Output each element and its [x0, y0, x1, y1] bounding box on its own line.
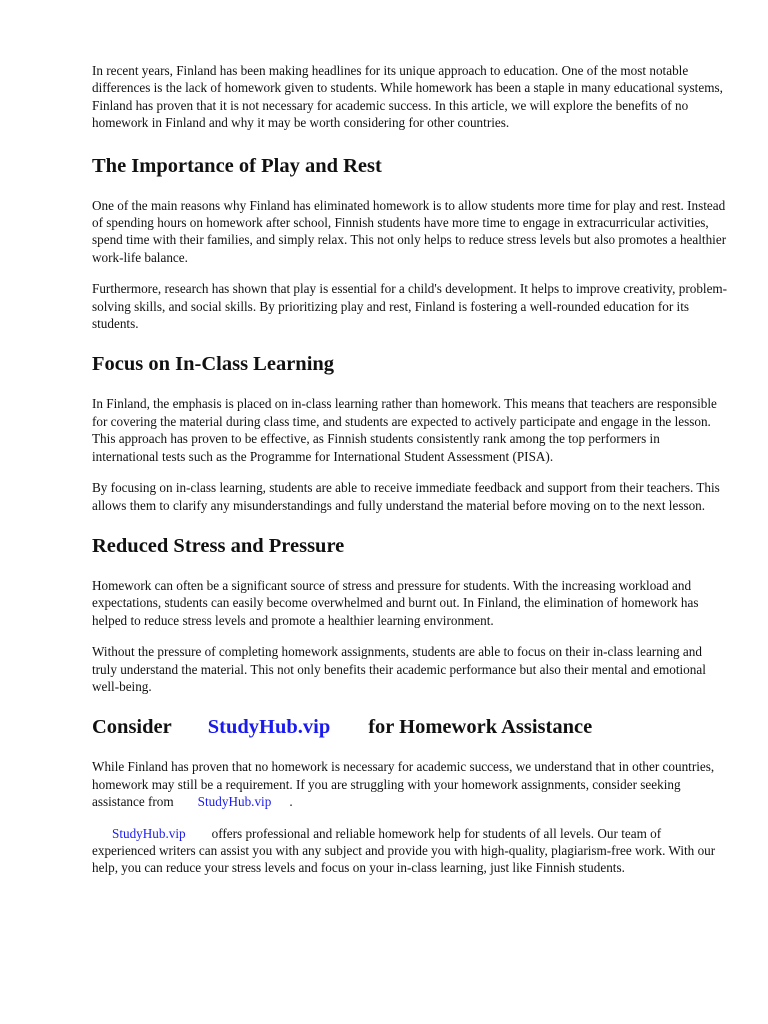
intro-paragraph: In recent years, Finland has been making headlines for its unique approach to education. One of the most notable differences is the lack of homework given to students. While homework has been a staple in many educational systems, Finland has proven that it is not necessary for academic success. In this article, we will explore the benefits of no homework in Finland and why it may be worth considering for other countries. [92, 63, 723, 131]
studyhub-link-inline[interactable]: StudyHub.vip [197, 794, 272, 810]
paragraph-stress-2: Without the pressure of completing homework assignments, students are able to focus on their in-class learning and truly understand the material. This not only benefits their academic performance but also their mental and emotional well-being. [92, 644, 706, 694]
paragraph-class-2: By focusing on in-class learning, students are able to receive immediate feedback and support from their teachers. This allows them to clarify any misunderstandings and fully understand the material before moving on to the next lesson. [92, 480, 720, 513]
paragraph-play-1: One of the main reasons why Finland has eliminated homework is to allow students more time for play and rest. Instead of spending hours on homework after school, Finnish students have more time to engage in extracurricular activities, spend time with their families, and simply relax. This not only helps to reduce stress levels but also promotes a healthier work-life balance. [92, 197, 727, 265]
paragraph-play-2: Furthermore, research has shown that play is essential for a child's development. It helps to improve creativity, problem-solving skills, and social skills. By prioritizing play and rest, Finland is fostering a well-rounded education for its students. [92, 281, 728, 332]
paragraph-consider-1-end: . [289, 794, 293, 810]
paragraph-consider-1-text: While Finland has proven that no homework is necessary for academic success, we understand that in other countries, homework may still be a requirement. If you are struggling with your homework assignments, consider seeking assistance from [92, 759, 715, 810]
heading-consider-studyhub [92, 715, 728, 739]
heading-consider-text: Consider [92, 716, 172, 739]
heading-reduced-stress: Reduced Stress and Pressure [92, 534, 345, 557]
heading-studyhub-link[interactable]: StudyHub.vip [207, 716, 331, 739]
heading-in-class-learning: Focus on In-Class Learning [92, 353, 335, 376]
studyhub-link-lead[interactable]: StudyHub.vip [112, 825, 186, 841]
paragraph-consider-2 [92, 825, 728, 877]
paragraph-consider-1 [92, 758, 728, 810]
paragraph-consider-2-text: offers professional and reliable homework help for students of all levels. Our team of experienced writers can assist you with any subject and provide you with high-quality, plagiarism-free work. With our help, you can reduce your stress levels and focus on your in-class learning, just like Finnish students. [92, 825, 716, 876]
heading-play-and-rest: The Importance of Play and Rest [92, 154, 382, 177]
paragraph-stress-1: Homework can often be a significant source of stress and pressure for students. With the increasing workload and expectations, students can easily become overwhelmed and burnt out. In Finland, the elimination of homework has helped to reduce stress levels and promote a healthier learning environment. [92, 577, 699, 628]
paragraph-class-1: In Finland, the emphasis is placed on in-class learning rather than homework. This means that teachers are responsible for covering the material during class time, and students are expected to actively participate and engage in the lesson. This approach has proven to be effective, as Finnish students consistently rank among the top performers in international tests such as the Programme for International Student Assessment (PISA). [92, 396, 717, 464]
heading-assistance-text: for Homework Assistance [368, 716, 593, 739]
